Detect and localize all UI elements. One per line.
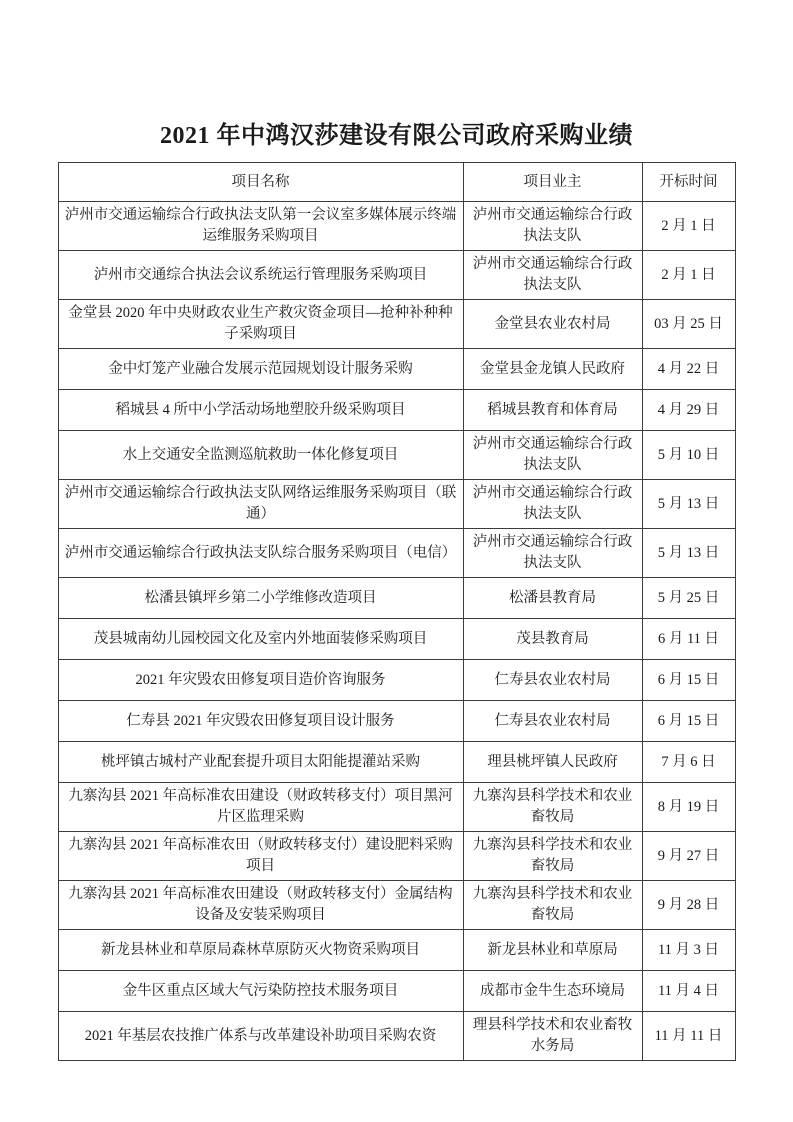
project-name-cell: 金中灯笼产业融合发展示范园规划设计服务采购	[58, 349, 463, 390]
project-name-cell: 泸州市交通运输综合行政执法支队网络运维服务采购项目（联通）	[58, 480, 463, 529]
table-row	[58, 971, 735, 1012]
table-header-row	[58, 163, 735, 202]
project-owner-cell: 泸州市交通运输综合行政执法支队	[463, 529, 642, 578]
project-owner-cell: 九寨沟县科学技术和农业畜牧局	[463, 881, 642, 930]
project-owner-cell: 九寨沟县科学技术和农业畜牧局	[463, 783, 642, 832]
procurement-table	[58, 162, 736, 1061]
project-name-cell: 九寨沟县 2021 年高标准农田（财政转移支付）建设肥料采购项目	[58, 832, 463, 881]
table-row	[58, 300, 735, 349]
project-name-cell: 新龙县林业和草原局森林草原防灭火物资采购项目	[58, 930, 463, 971]
project-owner-cell: 理县科学技术和农业畜牧水务局	[463, 1012, 642, 1061]
project-name-cell: 茂县城南幼儿园校园文化及室内外地面装修采购项目	[58, 619, 463, 660]
project-owner-cell: 金堂县金龙镇人民政府	[463, 349, 642, 390]
table-row	[58, 783, 735, 832]
bid-date-cell: 4 月 29 日	[642, 390, 735, 431]
table-row	[58, 390, 735, 431]
table-body	[58, 202, 735, 1061]
table-head	[58, 163, 735, 202]
table-row	[58, 832, 735, 881]
table-row	[58, 202, 735, 251]
project-owner-cell: 泸州市交通运输综合行政执法支队	[463, 202, 642, 251]
table-row	[58, 431, 735, 480]
project-name-cell: 松潘县镇坪乡第二小学维修改造项目	[58, 578, 463, 619]
bid-date-cell: 11 月 3 日	[642, 930, 735, 971]
bid-date-cell: 5 月 25 日	[642, 578, 735, 619]
bid-date-cell: 6 月 15 日	[642, 660, 735, 701]
bid-date-cell: 5 月 10 日	[642, 431, 735, 480]
project-name-cell: 九寨沟县 2021 年高标准农田建设（财政转移支付）金属结构设备及安装采购项目	[58, 881, 463, 930]
page-title: 2021 年中鸿汉莎建设有限公司政府采购业绩	[160, 123, 633, 149]
header-project-name: 项目名称	[58, 163, 463, 202]
bid-date-cell: 9 月 28 日	[642, 881, 735, 930]
project-name-cell: 泸州市交通运输综合行政执法支队第一会议室多媒体展示终端运维服务采购项目	[58, 202, 463, 251]
table-row	[58, 619, 735, 660]
project-name-cell: 泸州市交通综合执法会议系统运行管理服务采购项目	[58, 251, 463, 300]
table-row	[58, 578, 735, 619]
project-owner-cell: 泸州市交通运输综合行政执法支队	[463, 431, 642, 480]
project-owner-cell: 成都市金牛生态环境局	[463, 971, 642, 1012]
table-row	[58, 529, 735, 578]
table-row	[58, 660, 735, 701]
project-name-cell: 2021 年灾毁农田修复项目造价咨询服务	[58, 660, 463, 701]
project-name-cell: 2021 年基层农技推广体系与改革建设补助项目采购农资	[58, 1012, 463, 1061]
project-name-cell: 仁寿县 2021 年灾毁农田修复项目设计服务	[58, 701, 463, 742]
table-row	[58, 930, 735, 971]
project-name-cell: 水上交通安全监测巡航救助一体化修复项目	[58, 431, 463, 480]
project-owner-cell: 稻城县教育和体育局	[463, 390, 642, 431]
project-owner-cell: 九寨沟县科学技术和农业畜牧局	[463, 832, 642, 881]
project-name-cell: 桃坪镇古城村产业配套提升项目太阳能提灌站采购	[58, 742, 463, 783]
bid-date-cell: 9 月 27 日	[642, 832, 735, 881]
project-owner-cell: 泸州市交通运输综合行政执法支队	[463, 480, 642, 529]
bid-date-cell: 2 月 1 日	[642, 202, 735, 251]
project-owner-cell: 松潘县教育局	[463, 578, 642, 619]
project-owner-cell: 仁寿县农业农村局	[463, 701, 642, 742]
project-owner-cell: 金堂县农业农村局	[463, 300, 642, 349]
bid-date-cell: 2 月 1 日	[642, 251, 735, 300]
header-project-owner: 项目业主	[463, 163, 642, 202]
project-owner-cell: 泸州市交通运输综合行政执法支队	[463, 251, 642, 300]
project-name-cell: 金堂县 2020 年中央财政农业生产救灾资金项目—抢种补种种子采购项目	[58, 300, 463, 349]
project-name-cell: 泸州市交通运输综合行政执法支队综合服务采购项目（电信）	[58, 529, 463, 578]
bid-date-cell: 6 月 15 日	[642, 701, 735, 742]
table-row	[58, 1012, 735, 1061]
project-name-cell: 金牛区重点区域大气污染防控技术服务项目	[58, 971, 463, 1012]
bid-date-cell: 8 月 19 日	[642, 783, 735, 832]
table-row	[58, 251, 735, 300]
bid-date-cell: 11 月 4 日	[642, 971, 735, 1012]
bid-date-cell: 5 月 13 日	[642, 480, 735, 529]
bid-date-cell: 4 月 22 日	[642, 349, 735, 390]
bid-date-cell: 5 月 13 日	[642, 529, 735, 578]
table-row	[58, 480, 735, 529]
bid-date-cell: 03 月 25 日	[642, 300, 735, 349]
header-bid-open-time: 开标时间	[642, 163, 735, 202]
project-owner-cell: 新龙县林业和草原局	[463, 930, 642, 971]
table-row	[58, 349, 735, 390]
table-row	[58, 742, 735, 783]
project-owner-cell: 仁寿县农业农村局	[463, 660, 642, 701]
project-name-cell: 九寨沟县 2021 年高标准农田建设（财政转移支付）项目黑河片区监理采购	[58, 783, 463, 832]
bid-date-cell: 6 月 11 日	[642, 619, 735, 660]
project-name-cell: 稻城县 4 所中小学活动场地塑胶升级采购项目	[58, 390, 463, 431]
table-row	[58, 881, 735, 930]
table-row	[58, 701, 735, 742]
bid-date-cell: 7 月 6 日	[642, 742, 735, 783]
project-owner-cell: 茂县教育局	[463, 619, 642, 660]
bid-date-cell: 11 月 11 日	[642, 1012, 735, 1061]
project-owner-cell: 理县桃坪镇人民政府	[463, 742, 642, 783]
